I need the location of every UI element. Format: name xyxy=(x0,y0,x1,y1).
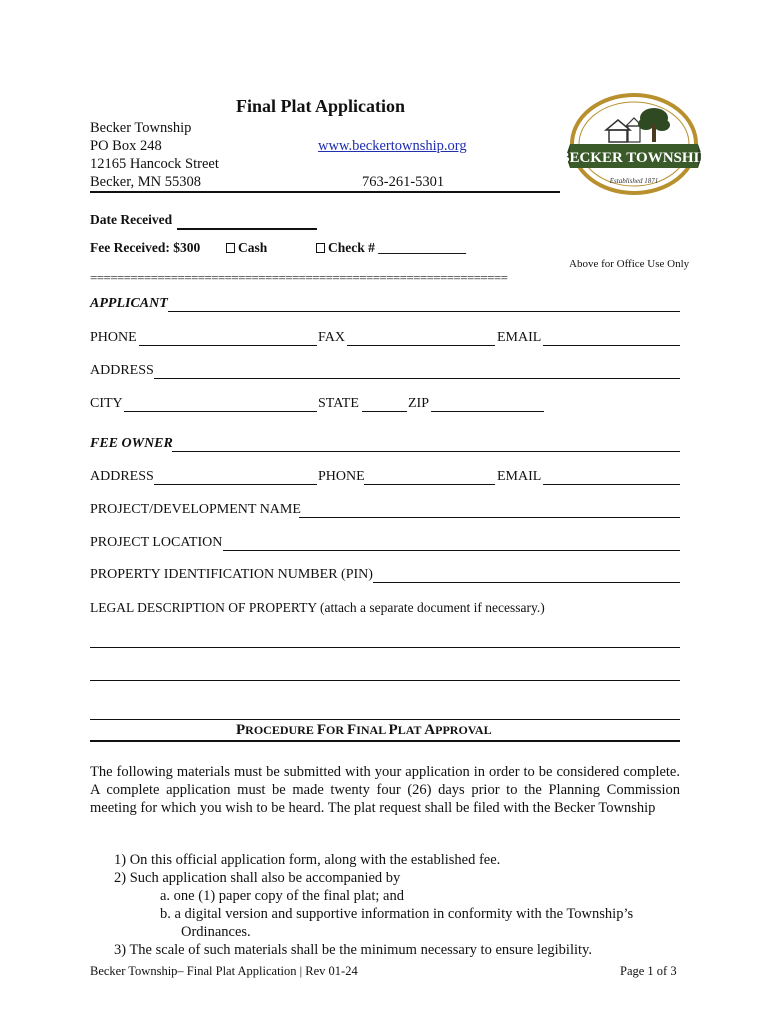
applicant-heading: APPLICANT xyxy=(90,296,168,311)
separator-line: ============================================================== xyxy=(90,270,508,285)
website-link[interactable]: www.beckertownship.org xyxy=(318,138,467,154)
fee-owner-heading: FEE OWNER xyxy=(90,436,173,451)
check-label: Check # _____________ xyxy=(328,240,466,255)
heading-or: OR xyxy=(326,723,348,737)
cash-checkbox[interactable] xyxy=(226,243,235,253)
project-location-field[interactable] xyxy=(223,535,680,551)
pin-field[interactable] xyxy=(373,567,680,583)
page-title: Final Plat Application xyxy=(236,96,406,116)
cash-label: Cash xyxy=(238,240,268,255)
heading-cap-f1: F xyxy=(316,722,327,738)
heading-cap-p: P xyxy=(236,722,246,738)
heading-lat: LAT xyxy=(397,723,425,737)
procedure-item-1: 1) On this official application form, along with the established fee. xyxy=(114,852,501,868)
heading-inal: INAL xyxy=(356,723,389,737)
applicant-fax-label: FAX xyxy=(318,330,345,345)
check-checkbox[interactable] xyxy=(316,243,325,253)
header-rule xyxy=(90,191,560,193)
heading-cap-f2: F xyxy=(347,722,357,738)
logo-banner-text: BECKER TOWNSHIP xyxy=(566,150,702,166)
applicant-zip-label: ZIP xyxy=(408,396,429,411)
applicant-address-label: ADDRESS xyxy=(90,363,154,378)
office-use-note: Above for Office Use Only xyxy=(569,258,690,270)
applicant-city-field[interactable] xyxy=(124,396,317,412)
legal-description-line-3[interactable] xyxy=(90,704,680,720)
fee-owner-email-field[interactable] xyxy=(543,469,680,485)
procedure-heading-rule xyxy=(90,740,680,742)
project-location-label: PROJECT LOCATION xyxy=(90,535,223,550)
procedure-heading xyxy=(236,722,492,739)
phone-number: 763-261-5301 xyxy=(362,174,445,190)
applicant-state-field[interactable] xyxy=(362,396,407,412)
project-name-field[interactable] xyxy=(299,502,680,518)
procedure-intro: The following materials must be submitted with your application in order to be considered complete. A complete application must be made twenty four (26) days prior to the Planning Commission meeting for which you wish to be heard. The plat request shall be filed with the Becker Township xyxy=(90,764,680,816)
applicant-fax-field[interactable] xyxy=(347,330,495,346)
applicant-state-label: STATE xyxy=(318,396,359,411)
procedure-item-3: 3) The scale of such materials shall be the minimum necessary to ensure legibility. xyxy=(114,942,592,958)
heading-cap-p2: P xyxy=(388,722,398,738)
applicant-address-field[interactable] xyxy=(154,363,680,379)
logo-subtext: Established 1871 xyxy=(609,177,659,185)
fee-owner-name-field[interactable] xyxy=(172,436,680,452)
fee-owner-phone-field[interactable] xyxy=(364,469,495,485)
heading-cap-a: A xyxy=(424,722,436,738)
legal-description-line-1[interactable] xyxy=(90,632,680,648)
date-received-label: Date Received xyxy=(90,212,173,227)
procedure-item-2: 2) Such application shall also be accompanied by xyxy=(114,870,401,886)
org-name: Becker Township xyxy=(90,120,192,136)
cash-option xyxy=(226,240,267,256)
date-received-field[interactable] xyxy=(177,213,317,230)
city-state-zip: Becker, MN 55308 xyxy=(90,174,201,190)
fee-owner-email-label: EMAIL xyxy=(497,469,542,484)
footer-page-number: Page 1 of 3 xyxy=(620,964,677,978)
pin-label: PROPERTY IDENTIFICATION NUMBER (PIN) xyxy=(90,567,373,582)
applicant-email-label: EMAIL xyxy=(497,330,542,345)
footer-left: Becker Township– Final Plat Application | Rev 01-24 xyxy=(90,964,358,978)
heading-rocedure: ROCEDURE xyxy=(245,723,317,737)
procedure-item-2b: b. a digital version and supportive information in conformity with the Township’s xyxy=(160,906,634,922)
legal-description-label: LEGAL DESCRIPTION OF PROPERTY (attach a separate document if necessary.) xyxy=(90,600,545,615)
fee-received-label: Fee Received: $300 xyxy=(90,240,201,255)
township-logo xyxy=(566,92,702,196)
project-name-label: PROJECT/DEVELOPMENT NAME xyxy=(90,502,301,517)
fee-owner-address-label: ADDRESS xyxy=(90,469,154,484)
street-address: 12165 Hancock Street xyxy=(90,156,219,172)
applicant-phone-label: PHONE xyxy=(90,330,137,345)
applicant-name-field[interactable] xyxy=(168,296,680,312)
procedure-item-2a: a. one (1) paper copy of the final plat; and xyxy=(160,888,404,904)
fee-owner-phone-label: PHONE xyxy=(318,469,365,484)
po-box: PO Box 248 xyxy=(90,138,162,154)
heading-pproval: PPROVAL xyxy=(435,723,492,737)
applicant-phone-field[interactable] xyxy=(139,330,317,346)
fee-owner-address-field[interactable] xyxy=(154,469,317,485)
procedure-item-2b-cont: Ordinances. xyxy=(181,924,251,940)
applicant-zip-field[interactable] xyxy=(431,396,544,412)
applicant-email-field[interactable] xyxy=(543,330,680,346)
check-option xyxy=(316,240,466,256)
applicant-city-label: CITY xyxy=(90,396,123,411)
legal-description-line-2[interactable] xyxy=(90,665,680,681)
